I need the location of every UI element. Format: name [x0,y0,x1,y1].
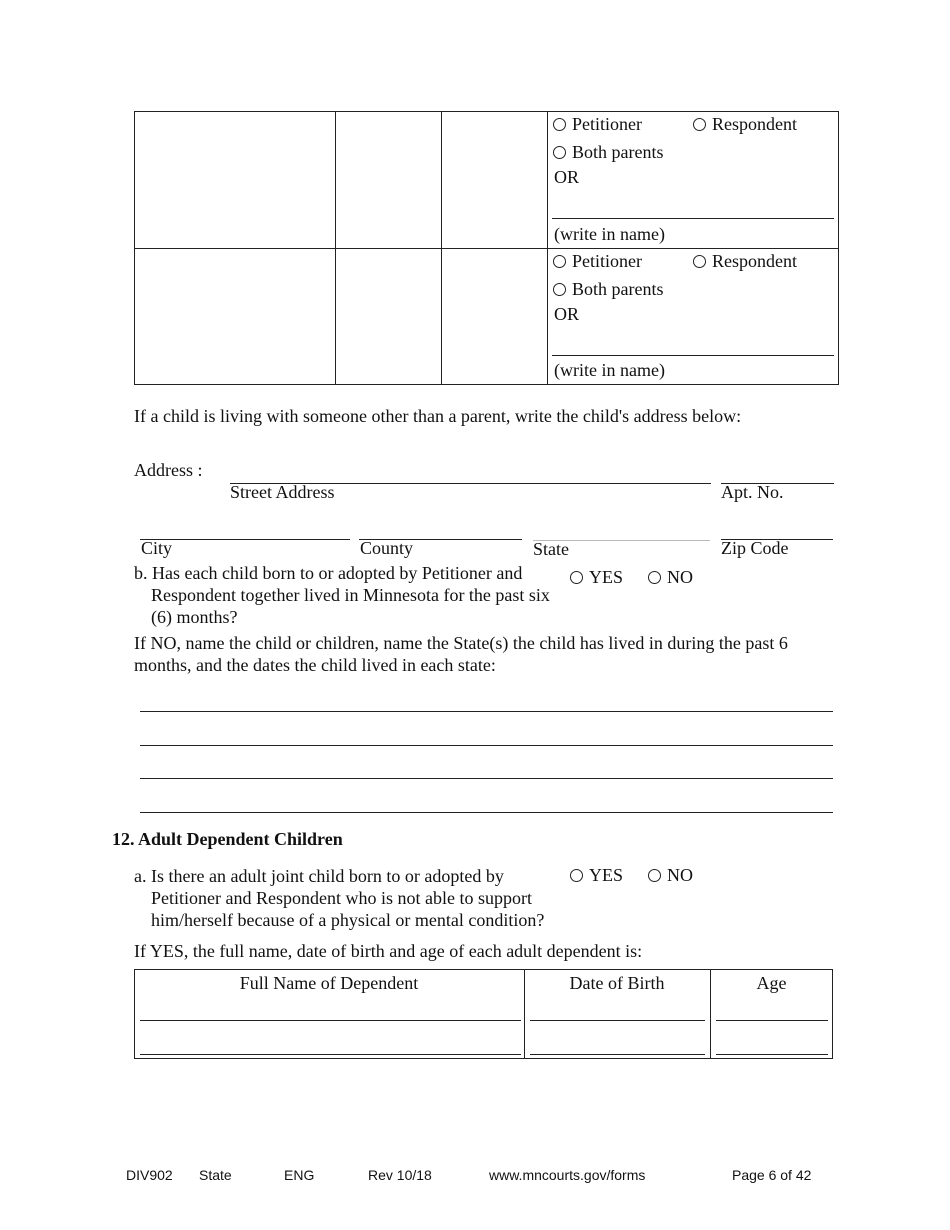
yes-label: YES [589,865,624,885]
residency-question-line2: Respondent together lived in Minnesota for the past six [151,585,550,605]
option-both-parents-row1[interactable] [553,142,664,163]
residency-details-input-4[interactable] [140,789,836,813]
street-address-input[interactable] [230,460,714,484]
option-both-parents-label: Both parents [572,279,664,299]
residency-no-option[interactable] [648,567,693,588]
dependent-name-input-2[interactable] [140,1031,524,1055]
zip-code-label: Zip Code [721,538,789,558]
write-in-label-row2: (write in name) [554,360,665,380]
children-table-row-divider [134,248,839,249]
or-label-row2: OR [554,304,580,324]
option-both-parents-row2[interactable] [553,279,664,300]
address-intro-text: If a child is living with someone other than a parent, write the child's address below: [134,406,742,426]
dependent-dob-input-1[interactable] [530,997,708,1021]
option-petitioner-label: Petitioner [572,114,642,134]
footer-jurisdiction: State [199,1167,232,1183]
footer-revision: Rev 10/18 [368,1167,432,1183]
residency-followup-line1: If NO, name the child or children, name the State(s) the child has lived in during the past 6 [134,633,788,653]
radio-circle-icon[interactable] [648,869,661,882]
city-input[interactable] [140,516,353,540]
residency-details-line-3 [140,778,833,779]
apt-no-label: Apt. No. [721,482,784,502]
dependent-dob-line-2 [530,1054,705,1055]
radio-circle-icon[interactable] [553,118,566,131]
write-in-line-row2 [552,355,834,356]
radio-circle-icon[interactable] [693,255,706,268]
child-birthdate-input-1[interactable] [341,120,439,144]
yes-label: YES [589,567,624,587]
radio-circle-icon[interactable] [570,571,583,584]
child-age-input-1[interactable] [447,120,545,144]
radio-circle-icon[interactable] [553,255,566,268]
no-label: NO [667,865,693,885]
option-respondent-row2[interactable] [693,251,797,272]
children-table-col-divider [441,111,442,385]
adult-dependent-no-option[interactable] [648,865,693,886]
radio-circle-icon[interactable] [570,869,583,882]
residency-question-line3: (6) months? [151,607,238,627]
option-respondent-row1[interactable] [693,114,797,135]
or-label-row1: OR [554,167,580,187]
apt-no-input[interactable] [721,460,837,484]
dependent-name-input-1[interactable] [140,997,524,1021]
write-in-label-row1: (write in name) [554,224,665,244]
zip-code-input[interactable] [721,516,836,540]
write-in-line-row1 [552,218,834,219]
option-petitioner-row2[interactable] [553,251,642,272]
city-label: City [141,538,173,558]
dependent-dob-line-1 [530,1020,705,1021]
residency-yes-option[interactable] [570,567,623,588]
children-table-col-divider [335,111,336,385]
dependent-age-line-2 [716,1054,828,1055]
dependent-name-line-2 [140,1054,521,1055]
footer-page-number: Page 6 of 42 [732,1167,812,1183]
option-petitioner-label: Petitioner [572,251,642,271]
header-date-of-birth: Date of Birth [569,973,665,993]
dependent-age-line-1 [716,1020,828,1021]
residency-details-line-1 [140,711,833,712]
section-12-heading: 12. Adult Dependent Children [112,829,343,849]
child-age-input-2[interactable] [447,257,545,281]
street-address-label: Street Address [230,482,335,502]
residency-details-input-3[interactable] [140,755,836,779]
address-label: Address : [134,460,203,480]
adult-dependent-question-line2: Petitioner and Respondent who is not able to support [151,888,532,908]
state-input[interactable] [533,516,713,540]
header-full-name: Full Name of Dependent [239,973,419,993]
state-label: State [533,539,569,559]
option-respondent-label: Respondent [712,114,797,134]
dependent-age-input-2[interactable] [716,1031,831,1055]
child-name-input-1[interactable] [140,120,332,144]
radio-circle-icon[interactable] [553,283,566,296]
adult-dependent-question-line1: a. Is there an adult joint child born to or adopted by [134,866,504,886]
residency-followup-line2: months, and the dates the child lived in each state: [134,655,496,675]
residency-details-line-2 [140,745,833,746]
write-in-name-input-row1[interactable] [552,195,836,219]
county-label: County [360,538,414,558]
child-name-input-2[interactable] [140,257,332,281]
option-both-parents-label: Both parents [572,142,664,162]
adult-dependent-question-line3: him/herself because of a physical or mental condition? [151,910,545,930]
radio-circle-icon[interactable] [553,146,566,159]
option-respondent-label: Respondent [712,251,797,271]
radio-circle-icon[interactable] [648,571,661,584]
adult-dependent-followup: If YES, the full name, date of birth and age of each adult dependent is: [134,941,643,961]
dependent-age-input-1[interactable] [716,997,831,1021]
child-birthdate-input-2[interactable] [341,257,439,281]
residency-details-input-2[interactable] [140,722,836,746]
option-petitioner-row1[interactable] [553,114,642,135]
residency-details-input-1[interactable] [140,688,836,712]
no-label: NO [667,567,693,587]
write-in-name-input-row2[interactable] [552,332,836,356]
footer-url[interactable]: www.mncourts.gov/forms [489,1167,646,1183]
dependent-dob-input-2[interactable] [530,1031,708,1055]
residency-question-line1: b. Has each child born to or adopted by Petitioner and [134,563,523,583]
county-input[interactable] [359,516,525,540]
children-table-col-divider [547,111,548,385]
residency-details-line-4 [140,812,833,813]
footer-language: ENG [284,1167,315,1183]
adult-dependent-yes-option[interactable] [570,865,623,886]
radio-circle-icon[interactable] [693,118,706,131]
footer-form-id: DIV902 [126,1167,173,1183]
header-age: Age [756,973,787,993]
dependent-name-line-1 [140,1020,521,1021]
